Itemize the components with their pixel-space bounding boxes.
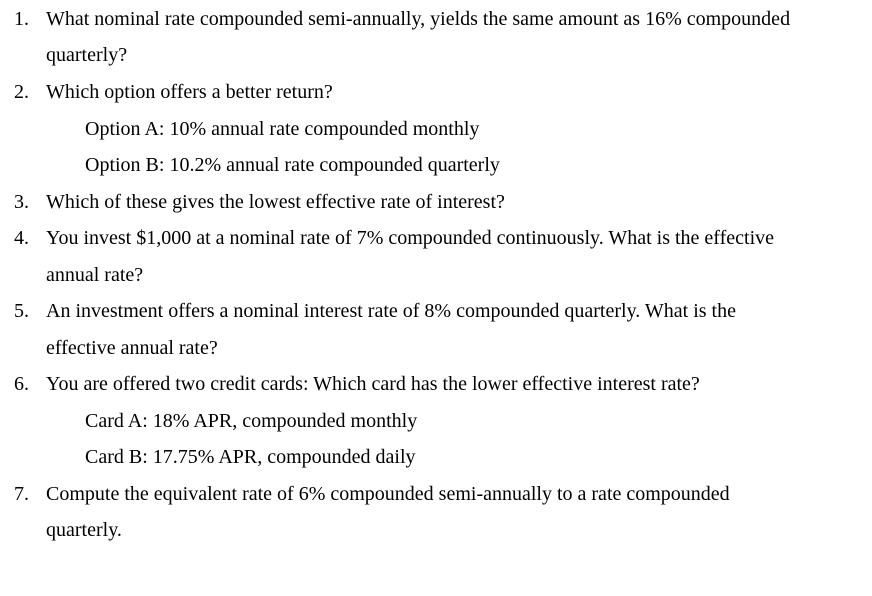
question-5-text-line-1: An investment offers a nominal interest rate of 8% compounded quarterly. What is the xyxy=(46,300,736,322)
question-6-text-line-1: You are offered two credit cards: Which card has the lower effective interest rate? xyxy=(46,373,700,395)
question-4-number: 4. xyxy=(14,227,29,249)
question-7-text-line-1: Compute the equivalent rate of 6% compounded semi-annually to a rate compounded xyxy=(46,483,730,505)
question-1-number: 1. xyxy=(14,8,29,30)
question-4-text-line-2: annual rate? xyxy=(46,264,144,286)
question-6-option-b: Card B: 17.75% APR, compounded daily xyxy=(85,446,416,468)
question-2-text-line-1: Which option offers a better return? xyxy=(46,81,333,103)
question-2-option-b: Option B: 10.2% annual rate compounded quarterly xyxy=(85,154,500,176)
question-6-number: 6. xyxy=(14,373,29,395)
question-7-text-line-2: quarterly. xyxy=(46,519,122,541)
question-2-option-a: Option A: 10% annual rate compounded monthly xyxy=(85,118,480,140)
question-3-text-line-1: Which of these gives the lowest effective rate of interest? xyxy=(46,191,505,213)
question-5-text-line-2: effective annual rate? xyxy=(46,337,218,359)
question-2-number: 2. xyxy=(14,81,29,103)
question-5-number: 5. xyxy=(14,300,29,322)
question-4-text-line-1: You invest $1,000 at a nominal rate of 7% compounded continuously. What is the effective xyxy=(46,227,775,249)
question-3-number: 3. xyxy=(14,191,29,213)
question-7-number: 7. xyxy=(14,483,29,505)
question-1-text-line-2: quarterly? xyxy=(46,44,128,66)
question-1-text-line-1: What nominal rate compounded semi-annually, yields the same amount as 16% compounded xyxy=(46,8,791,30)
question-6-option-a: Card A: 18% APR, compounded monthly xyxy=(85,410,418,432)
